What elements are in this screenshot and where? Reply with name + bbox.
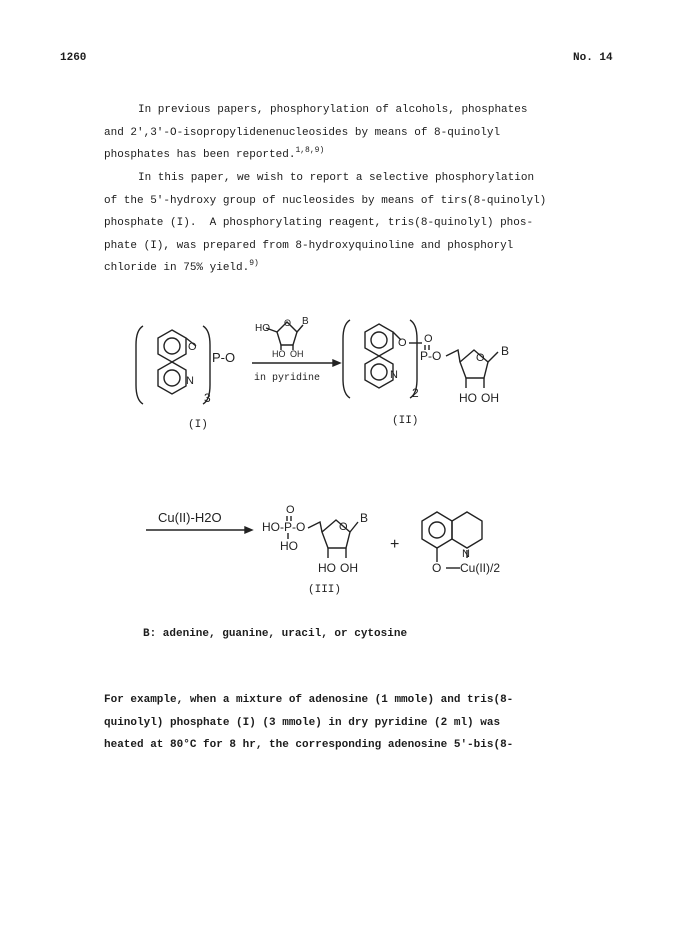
nucleoside-HO-2: HO: [272, 349, 286, 359]
p2-line-5: chloride in 75% yield.$^{9)}$: [104, 259, 259, 274]
quinoline-structure-II: [343, 320, 417, 398]
nucleoside-OH: OH: [290, 349, 304, 359]
label-II: (II): [392, 415, 419, 427]
nucleoside-B: B: [302, 316, 309, 327]
p3-OH: OH: [340, 561, 358, 575]
plus-sign: +: [390, 536, 400, 553]
nucleoside-HO: HO: [255, 323, 270, 334]
nucleoside-ring-O: O: [284, 318, 292, 328]
copper-quinolinolate-structure: [422, 512, 482, 568]
label-I: (I): [188, 419, 208, 431]
subscript-2: 2: [412, 386, 419, 400]
p3-HO: HO: [280, 539, 298, 553]
third-paragraph: [104, 689, 574, 757]
arrow-1-condition: in pyridine: [254, 373, 321, 384]
product-phosphoryl-O: O: [424, 333, 433, 345]
reagent-PO: P-O: [212, 350, 236, 365]
p2-reference: 9): [249, 259, 259, 268]
product-ring-O: O: [476, 352, 485, 364]
page-number: 1260: [60, 52, 87, 64]
p3-ring-O: O: [339, 521, 348, 533]
quinoline-N-II: N: [390, 369, 398, 381]
product-HO: HO: [459, 391, 477, 405]
arrow-1-head: [333, 360, 340, 366]
arrow-2-condition: Cu(II)-H2O: [158, 510, 222, 525]
product-sugar-ring: [446, 350, 498, 388]
quinoline-structure-I: [136, 326, 210, 404]
p2-line-4: phate (I), was prepared from 8-hydroxyquinoline and phosphoryl: [104, 239, 514, 252]
subscript-3: 3: [204, 391, 211, 405]
intro-line-1: In previous papers, phosphorylation of alcohols, phosphates: [138, 104, 528, 116]
intro-line-2: and 2',3'-O-isopropylidenenucleosides by means of 8-quinolyl: [104, 126, 501, 139]
base-footnote: B: adenine, guanine, uracil, or cytosine: [143, 628, 408, 640]
p2-line-1: In this paper, we wish to report a selective phosphorylation: [138, 172, 535, 184]
product-B: B: [501, 344, 510, 358]
cu-complex-label: Cu(II)/2: [460, 561, 501, 575]
p3-sugar-ring: [308, 520, 358, 558]
product-OH: OH: [481, 391, 499, 405]
quinoline-N-I: N: [186, 375, 194, 387]
arrow-2-head: [245, 527, 252, 533]
cu-complex-N: N: [462, 548, 470, 560]
intro-line-3: phosphates has been reported.$^{1,8,9)}$: [104, 146, 325, 161]
quinoline-O-I: O: [188, 341, 197, 353]
issue-number: No. 14: [573, 52, 613, 64]
p2-line-2: of the 5'-hydroxy group of nucleosides by means of tirs(8-quinolyl): [104, 194, 547, 207]
p3-line-3: heated at 80°C for 8 hr, the corresponding adenosine 5'-bis(8-: [104, 739, 514, 751]
p3-line-1: For example, when a mixture of adenosine (1 mmole) and tris(8-: [104, 694, 514, 706]
p3-phosphoryl-O: O: [286, 504, 295, 516]
p3-HOPO: HO-P-O: [262, 520, 306, 534]
quinoline-O-II: O: [398, 337, 407, 349]
p2-line-3: phosphate (I). A phosphorylating reagent, tris(8-quinolyl) phos-: [104, 217, 534, 229]
p3-line-2: quinolyl) phosphate (I) (3 mmole) in dry pyridine (2 ml) was: [104, 716, 501, 729]
p3-HO-2: HO: [318, 561, 336, 575]
intro-references: 1,8,9): [295, 146, 325, 155]
product-PO: P-O: [420, 349, 442, 363]
cu-complex-O: O: [432, 561, 442, 575]
label-III: (III): [308, 584, 342, 596]
p3-B: B: [360, 511, 369, 525]
